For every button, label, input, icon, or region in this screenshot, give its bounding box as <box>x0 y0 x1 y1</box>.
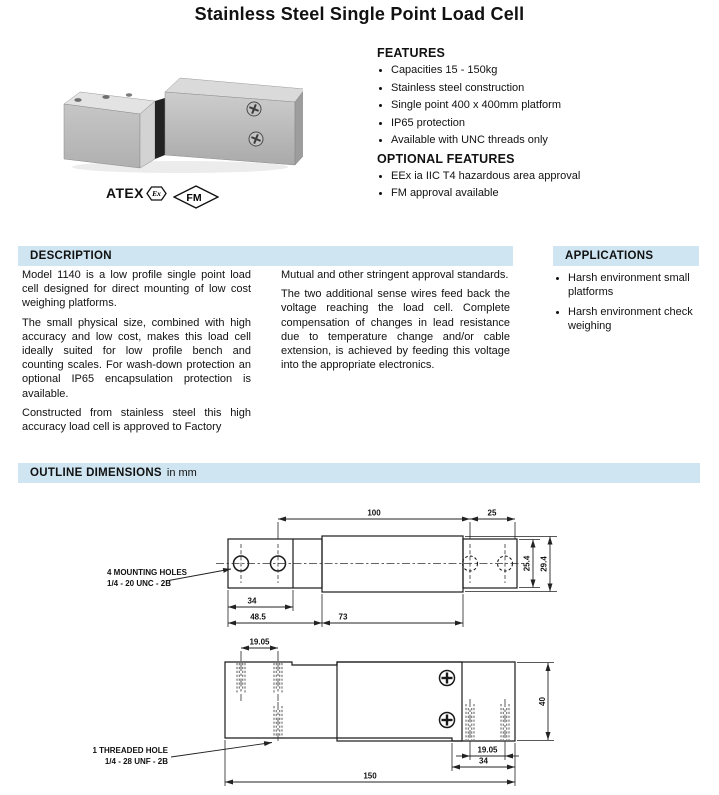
optional-features-list <box>377 170 615 200</box>
svg-text:Ex: Ex <box>152 189 161 199</box>
outline-dimensions-units: in mm <box>166 467 197 479</box>
description-paragraph: The two additional sense wires feed back the voltage reaching the load cell. Complete compensation of changes in lead resistance due to temperature change and/or cable extension, is achieved by feeding this voltage into the appropriate electronics. <box>281 288 510 372</box>
description-paragraph: Model 1140 is a low profile single point load cell designed for direct mounting of low cost weighing platforms. <box>22 269 251 310</box>
feature-item: • IP65 protection <box>391 117 615 129</box>
applications-list <box>555 272 718 340</box>
fm-diamond-icon <box>173 185 219 209</box>
dim-label: 150 <box>363 771 377 781</box>
underside-view <box>92 638 554 787</box>
threaded-hole-note: 1/4 - 28 UNF - 2B <box>104 757 168 766</box>
dim-label: 25.4 <box>522 555 532 572</box>
description-heading: DESCRIPTION <box>30 250 112 262</box>
description-column-2 <box>281 268 510 377</box>
description-paragraph: The small physical size, combined with high accuracy and low cost, makes this load cell ideally suited for low profile bench and counting scales. For wash-down protection an optional IP65 encapsulation protection is available. <box>22 316 251 400</box>
applications-header-bar <box>553 246 699 266</box>
outline-drawing <box>0 500 719 795</box>
dim-label: 48.5 <box>250 612 266 622</box>
dim-label: 73 <box>338 612 348 622</box>
outline-dimensions-header-bar <box>18 463 700 483</box>
screw-icon <box>440 671 455 686</box>
description-header-bar <box>18 246 513 266</box>
screw-icon <box>249 132 263 146</box>
mounting-holes-note: 4 MOUNTING HOLES <box>107 568 188 577</box>
feature-item: • Stainless steel construction <box>391 82 615 94</box>
atex-logo: ATEX <box>106 185 144 201</box>
dim-label: 19.05 <box>477 745 498 755</box>
feature-item: • Available with UNC threads only <box>391 134 615 146</box>
description-paragraph: Mutual and other stringent approval standards. <box>281 269 509 281</box>
product-photo <box>58 62 303 177</box>
threaded-hole-note: 1 THREADED HOLE <box>92 746 168 755</box>
dim-label: 34 <box>479 756 488 766</box>
screw-icon <box>440 713 455 728</box>
optional-features-heading: OPTIONAL FEATURES <box>377 151 515 166</box>
page-title: Stainless Steel Single Point Load Cell <box>194 4 525 24</box>
application-item: • Harsh environment small platforms <box>568 272 718 299</box>
features-section <box>377 46 615 205</box>
dim-label: 25 <box>487 508 497 518</box>
atex-ex-icon <box>146 186 167 201</box>
application-item: • Harsh environment check weighing <box>568 306 718 333</box>
feature-item: • Single point 400 x 400mm platform <box>391 99 615 111</box>
dim-label: 29.4 <box>539 556 549 572</box>
description-paragraph: Constructed from stainless steel this high accuracy load cell is approved to Factory <box>22 406 251 434</box>
applications-heading: APPLICATIONS <box>565 250 654 262</box>
dim-label: 19.05 <box>249 637 270 647</box>
features-list <box>377 64 615 146</box>
feature-item: • Capacities 15 - 150kg <box>391 64 615 76</box>
approval-logos <box>106 185 219 209</box>
mounting-holes-note: 1/4 - 20 UNC - 2B <box>107 579 172 588</box>
description-column-1 <box>22 268 251 439</box>
outline-dimensions-heading: OUTLINE DIMENSIONS <box>30 467 162 479</box>
features-heading: FEATURES <box>377 46 446 60</box>
feature-item: • FM approval available <box>391 187 615 199</box>
hidden-hole-lines <box>237 663 509 743</box>
feature-item: • EEx ia IIC T4 hazardous area approval <box>391 170 615 182</box>
dim-label: 34 <box>247 596 257 606</box>
screw-icon <box>247 102 261 116</box>
plan-view <box>107 509 557 628</box>
svg-text:FM: FM <box>186 192 202 204</box>
dim-label: 40 <box>538 697 547 706</box>
dim-label: 100 <box>367 508 381 518</box>
